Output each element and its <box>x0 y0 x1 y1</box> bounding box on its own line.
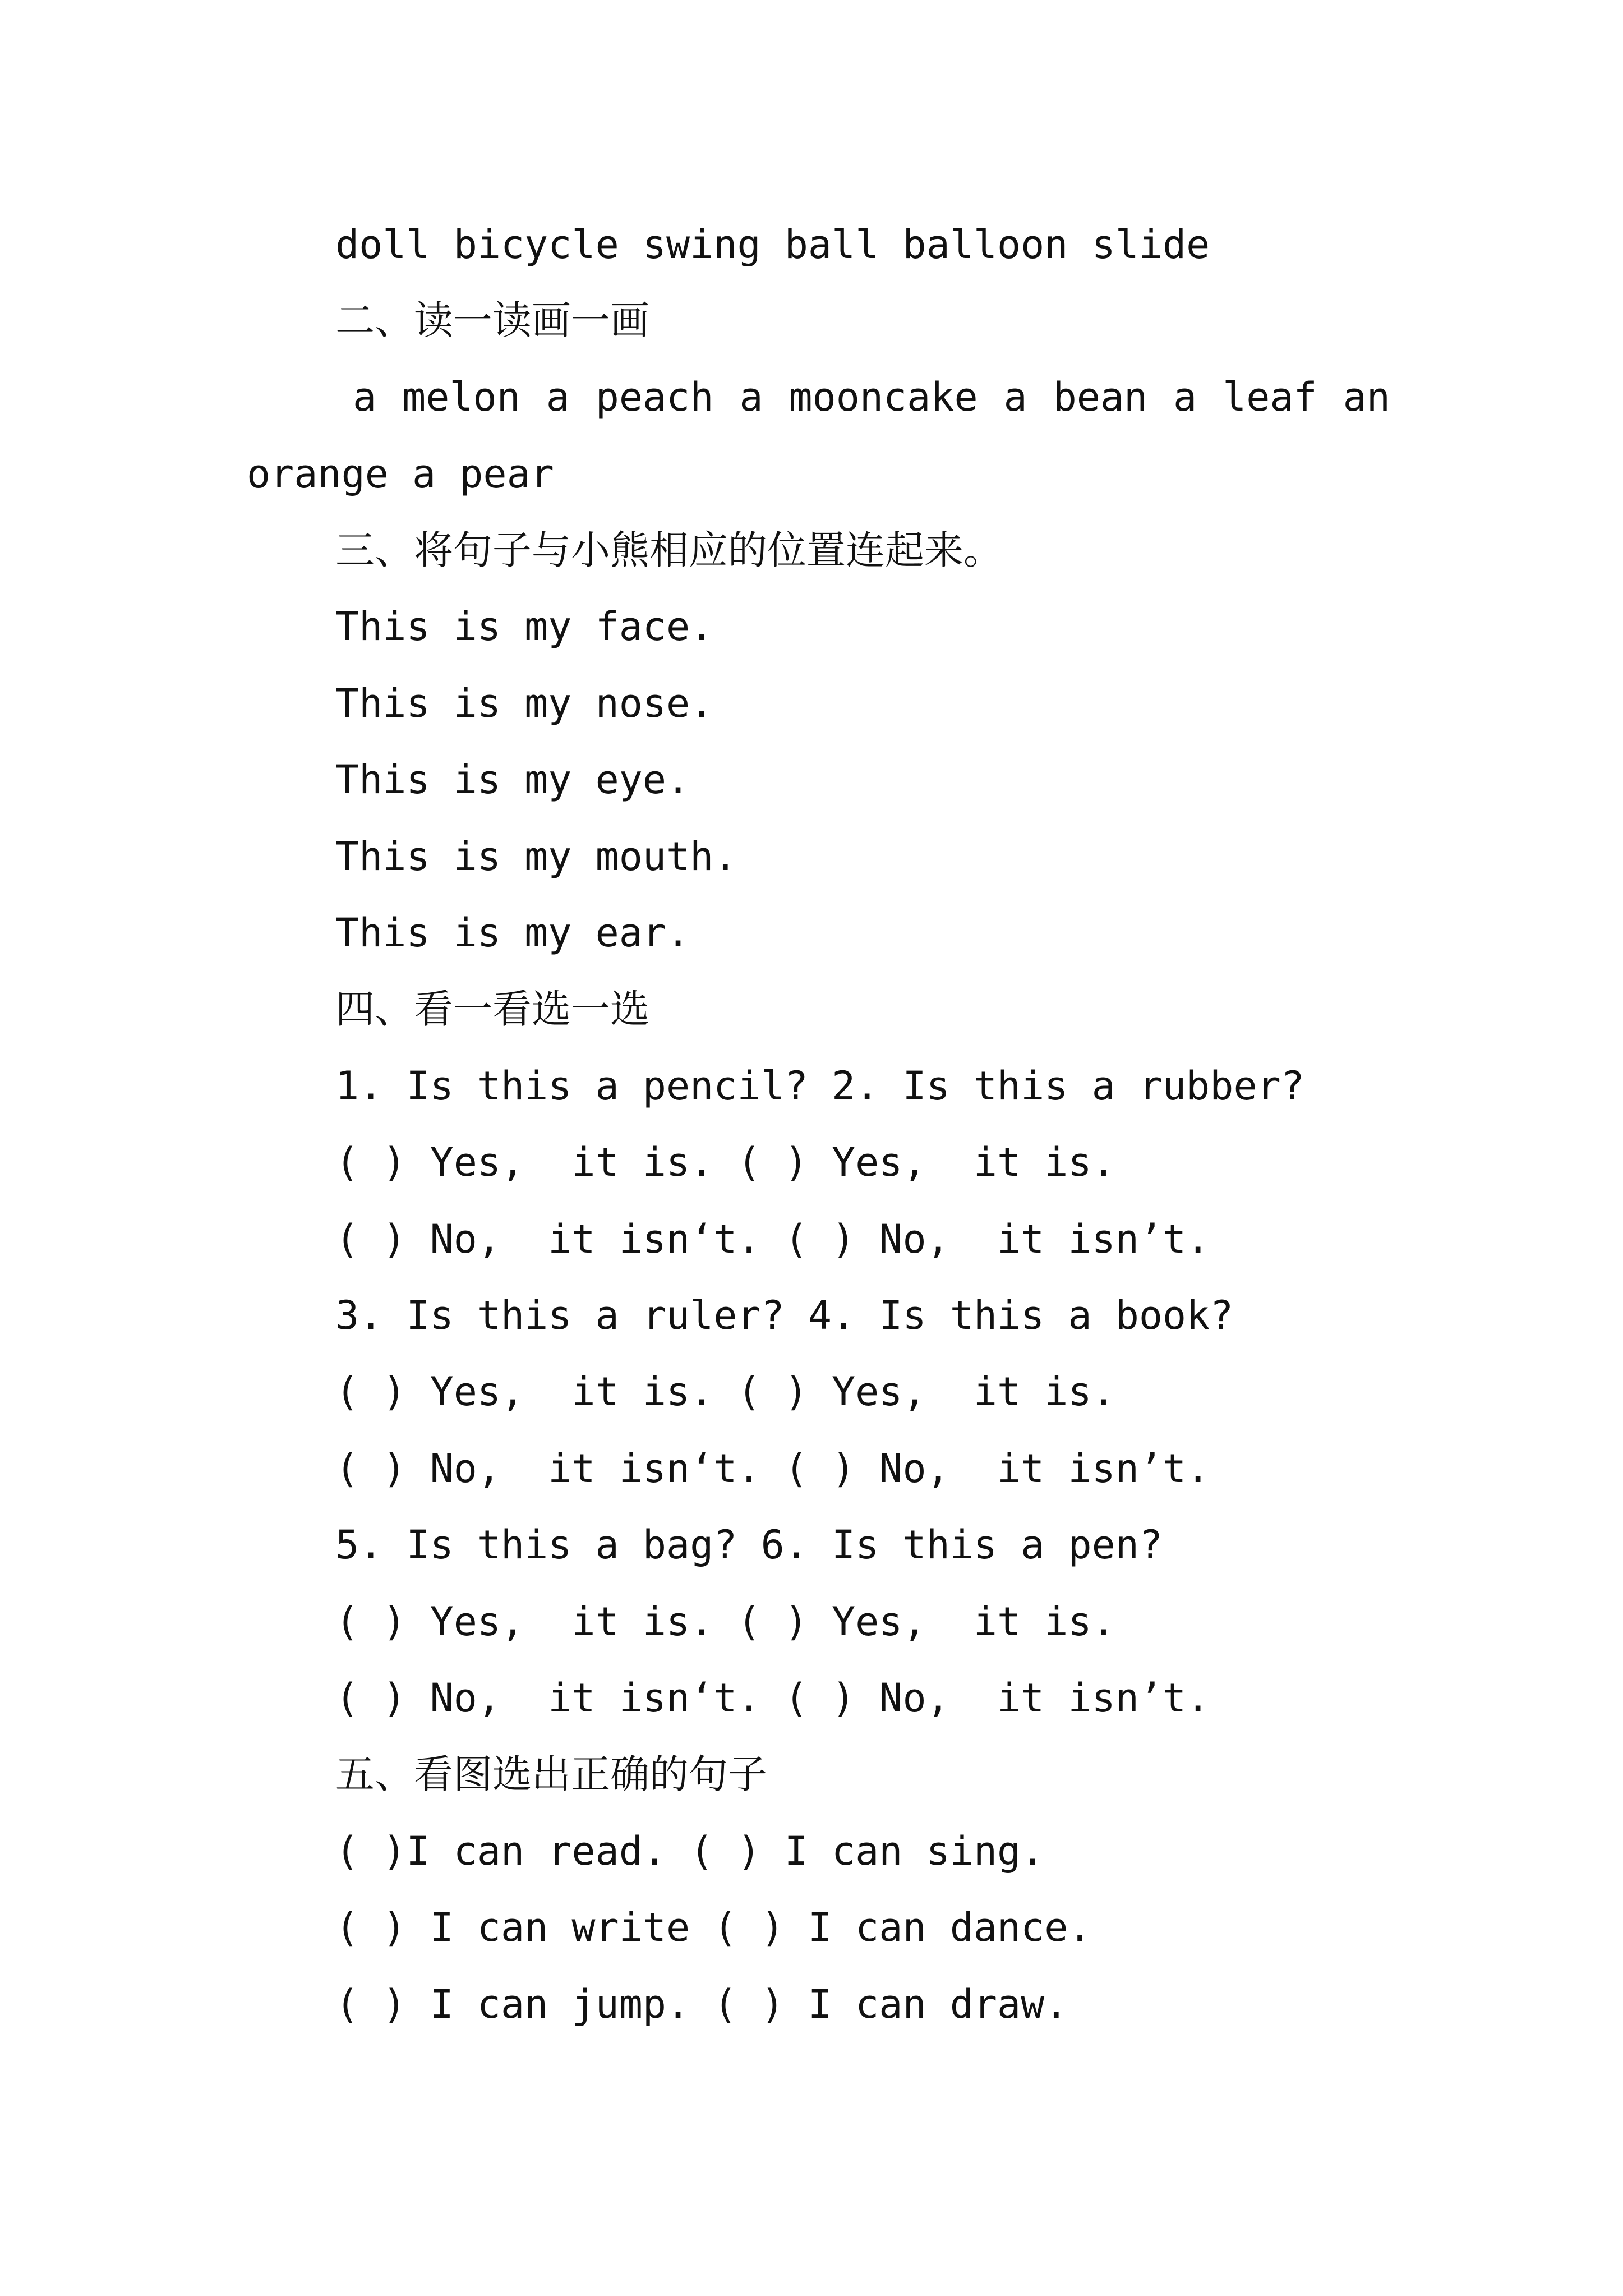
section2-word-line <box>353 374 1390 420</box>
question-line: 3. Is this a ruler? 4. Is this a book? <box>335 1292 1234 1338</box>
word: bean <box>1053 374 1148 420</box>
word: a <box>353 374 377 420</box>
answer-line: ( ) Yes, it is. ( ) Yes, it is. <box>335 1599 1115 1645</box>
sentence-line: This is my mouth. <box>335 834 737 880</box>
answer-line: ( ) Yes, it is. ( ) Yes, it is. <box>335 1369 1115 1415</box>
sentence-line: This is my nose. <box>335 680 714 726</box>
choice-line: ( )I can read. ( ) I can sing. <box>335 1828 1045 1874</box>
section2-heading: 二、读一读画一画 <box>335 297 649 343</box>
word: peach <box>595 374 714 420</box>
sentence-line: This is my eye. <box>335 757 690 803</box>
section1-word-list: doll bicycle swing ball balloon slide <box>335 222 1210 268</box>
word: a <box>546 374 570 420</box>
section4-heading: 四、看一看选一选 <box>335 986 649 1032</box>
answer-line: ( ) No, it isn‘t. ( ) No, it isn’t. <box>335 1675 1210 1721</box>
section2-word-line-continued: orange a pear <box>247 451 554 497</box>
sentence-line: This is my face. <box>335 604 714 650</box>
answer-line: ( ) No, it isn‘t. ( ) No, it isn’t. <box>335 1216 1210 1262</box>
answer-line: ( ) No, it isn‘t. ( ) No, it isn’t. <box>335 1446 1210 1492</box>
section3-heading: 三、将句子与小熊相应的位置连起来。 <box>335 527 1003 573</box>
word: leaf <box>1223 374 1317 420</box>
question-line: 1. Is this a pencil? 2. Is this a rubber? <box>335 1063 1304 1109</box>
word: a <box>1173 374 1197 420</box>
answer-line: ( ) Yes, it is. ( ) Yes, it is. <box>335 1139 1115 1185</box>
word: an <box>1343 374 1390 420</box>
word: a <box>1003 374 1027 420</box>
question-line: 5. Is this a bag? 6. Is this a pen? <box>335 1522 1163 1568</box>
section5-heading: 五、看图选出正确的句子 <box>335 1751 767 1797</box>
choice-line: ( ) I can write ( ) I can dance. <box>335 1904 1092 1950</box>
word: a <box>739 374 763 420</box>
word: melon <box>402 374 520 420</box>
word: mooncake <box>789 374 978 420</box>
choice-line: ( ) I can jump. ( ) I can draw. <box>335 1981 1068 2027</box>
sentence-line: This is my ear. <box>335 910 690 956</box>
